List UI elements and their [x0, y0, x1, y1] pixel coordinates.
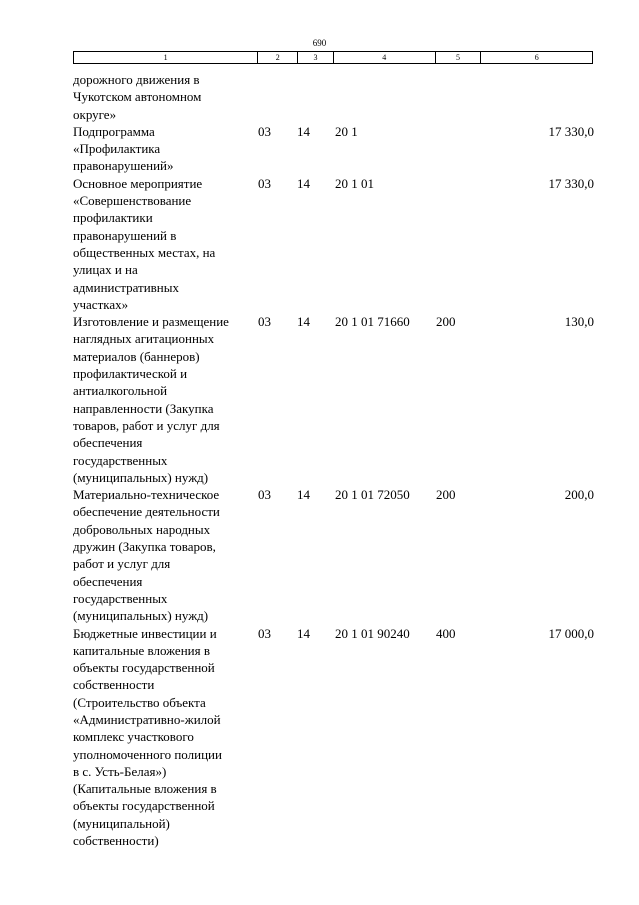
row-name-line: (муниципальных) нужд): [73, 469, 209, 485]
row-name-line: собственности: [73, 677, 155, 693]
row-target-code: 20 1: [335, 123, 358, 139]
row-name-line: общественных местах, на: [73, 244, 216, 260]
row-name-line: обеспечения: [73, 435, 143, 451]
budget-table-body: [73, 71, 601, 849]
row-name-line: направленности (Закупка: [73, 400, 214, 416]
row-name: [73, 175, 257, 313]
row-name-line: округе»: [73, 106, 117, 122]
table-header-row: [73, 51, 593, 64]
row-name-line: Чукотском автономном: [73, 89, 202, 105]
row-subsection: 14: [297, 314, 310, 330]
header-col-6: 6: [480, 52, 592, 63]
row-subsection: 14: [297, 123, 310, 139]
row-name-line: правонарушений в: [73, 227, 177, 243]
row-target-code: 20 1 01 72050: [335, 487, 410, 503]
row-name-line: Материально-техническое: [73, 487, 220, 503]
table-row: [73, 123, 601, 175]
header-col-5: 5: [435, 52, 481, 63]
row-target-code: 20 1 01: [335, 175, 374, 191]
table-row: [73, 71, 601, 123]
row-name-line: обеспечение деятельности: [73, 504, 220, 520]
row-name-line: «Административно-жилой: [73, 711, 221, 727]
row-name-line: в с. Усть-Белая»): [73, 763, 167, 779]
row-section: 03: [258, 175, 271, 191]
table-row: [73, 313, 601, 486]
row-target-code: 20 1 01 71660: [335, 314, 410, 330]
row-name-line: профилактики: [73, 210, 153, 226]
row-name-line: (Капитальные вложения в: [73, 781, 217, 797]
row-amount: 200,0: [564, 487, 594, 503]
row-name-line: (Строительство объекта: [73, 694, 206, 710]
row-subsection: 14: [297, 175, 310, 191]
row-amount: 17 000,0: [548, 625, 594, 641]
row-name-line: собственности): [73, 833, 159, 849]
row-name-line: Изготовление и размещение: [73, 314, 229, 330]
row-expense-type: 400: [436, 625, 456, 641]
row-section: 03: [258, 625, 271, 641]
row-section: 03: [258, 487, 271, 503]
row-name-line: «Совершенствование: [73, 193, 192, 209]
row-name-line: уполномоченного полиции: [73, 746, 222, 762]
row-name-line: (муниципальной): [73, 815, 170, 831]
row-name-line: комплекс участкового: [73, 729, 194, 745]
row-name-line: работ и услуг для: [73, 556, 171, 572]
header-col-4: 4: [333, 52, 435, 63]
row-name-line: материалов (баннеров): [73, 348, 200, 364]
row-name-line: государственных: [73, 590, 168, 606]
row-name-line: дружин (Закупка товаров,: [73, 539, 216, 555]
row-name-line: профилактической и: [73, 366, 188, 382]
row-name: [73, 313, 257, 486]
table-row: [73, 486, 601, 624]
row-name-line: Основное мероприятие: [73, 175, 203, 191]
page-number: 690: [312, 38, 327, 48]
row-name: [73, 625, 257, 850]
row-amount: 17 330,0: [548, 175, 594, 191]
row-name-line: объекты государственной: [73, 660, 215, 676]
row-name-line: антиалкогольной: [73, 383, 168, 399]
row-name-line: государственных: [73, 452, 168, 468]
row-name-line: улицах и на: [73, 262, 138, 278]
row-name-line: административных: [73, 279, 179, 295]
table-row: [73, 625, 601, 850]
header-col-2: 2: [257, 52, 297, 63]
row-name-line: товаров, работ и услуг для: [73, 417, 220, 433]
row-subsection: 14: [297, 625, 310, 641]
row-name: [73, 123, 257, 175]
row-name-line: объекты государственной: [73, 798, 215, 814]
row-name-line: Подпрограмма: [73, 123, 155, 139]
row-name-line: (муниципальных) нужд): [73, 608, 209, 624]
row-subsection: 14: [297, 487, 310, 503]
row-name-line: Бюджетные инвестиции и: [73, 625, 217, 641]
table-row: [73, 175, 601, 313]
row-expense-type: 200: [436, 487, 456, 503]
row-name-line: участках»: [73, 296, 129, 312]
row-name-line: обеспечения: [73, 573, 143, 589]
row-expense-type: 200: [436, 314, 456, 330]
row-name-line: наглядных агитационных: [73, 331, 215, 347]
row-name-line: дорожного движения в: [73, 72, 200, 87]
row-section: 03: [258, 123, 271, 139]
row-name: [73, 486, 257, 624]
row-target-code: 20 1 01 90240: [335, 625, 410, 641]
header-col-1: 1: [163, 53, 168, 62]
row-name-line: «Профилактика: [73, 141, 161, 157]
row-name-line: добровольных народных: [73, 521, 211, 537]
row-amount: 130,0: [564, 314, 594, 330]
header-col-3: 3: [297, 52, 333, 63]
row-name: [73, 71, 257, 123]
row-name-line: правонарушений»: [73, 158, 174, 174]
row-section: 03: [258, 314, 271, 330]
row-name-line: капитальные вложения в: [73, 642, 210, 658]
row-amount: 17 330,0: [548, 123, 594, 139]
